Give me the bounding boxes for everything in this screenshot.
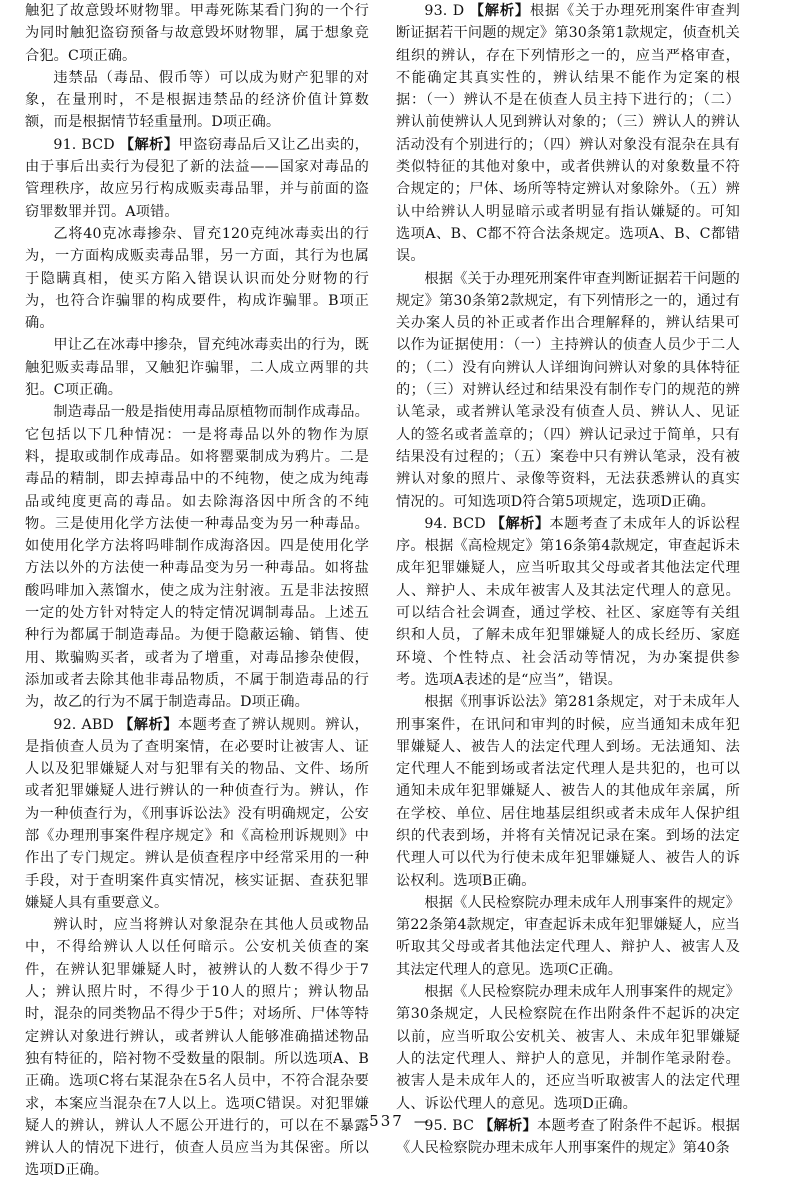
paragraph: 根据《刑事诉讼法》第281条规定，对于未成年人刑事案件，在讯问和审判的时候，应当通知未成年犯罪嫌疑人、被告人的法定代理人到场。无法通知、法定代理人不能到场或者法定代理人是共犯的，也可以通知未成年犯罪嫌疑人、被告人的其他成年亲属，所在学校、单位、居住地基层组织或者未成年人保护组织的代表到场，并将有关情况记录在案。到场的法定代理人可以代为行使未成年犯罪嫌疑人、被告人的诉讼权利。选项B正确。 — [396, 694, 740, 889]
answer-95: 95. BC 【解析】本题考查了附条件不起诉。根据《人民检察院办理未成年人刑事案件的规定》第40条 — [396, 1117, 740, 1157]
paragraph: 根据《人民检察院办理未成年人刑事案件的规定》第30条规定，人民检察院在作出附条件不起诉的决定以前，应当听取公安机关、被害人、未成年犯罪嫌疑人的法定代理人、辩护人的意见，并制作笔录附卷。被害人是未成年人的，还应当听取被害人的法定代理人、诉讼代理人的意见。选项D正确。 — [396, 984, 740, 1112]
answer-91: 91. BCD 【解析】甲盗窃毒品后又让乙出卖的，由于事后出卖行为侵犯了新的法益——国家对毒品的管理秩序，故应另行构成贩卖毒品罪，并与前面的盗窃罪数罪并罚。A项错。 — [25, 136, 369, 220]
paragraph: 乙将40克冰毒掺杂、冒充120克纯冰毒卖出的行为，一方面构成贩卖毒品罪，另一方面，其行为也属于隐瞒真相，使买方陷入错误认识而处分财物的行为，也符合诈骗罪的构成要件，构成诈骗罪。B项正确。 — [25, 225, 369, 332]
paragraph: 触犯了故意毁坏财物罪。甲毒死陈某看门狗的一个行为同时触犯盗窃预备与故意毁坏财物罪，属于想象竞合犯。C项正确。 — [25, 3, 369, 64]
answer-92: 92. ABD 【解析】本题考查了辨认规则。辨认，是指侦查人员为了查明案情，在必要时让被害人、证人以及犯罪嫌疑人对与犯罪有关的物品、文件、场所或者犯罪嫌疑人进行辨认的一种侦查行为。辨认，作为一种侦查行为，《刑事诉讼法》没有明确规定，公安部《办理刑事案件程序规定》和《高检刑诉规则》中作出了专门规定。辨认是侦查程序中经常采用的一种手段，对于查明案件真实情况，核实证据、查获犯罪嫌疑人具有重要意义。 — [25, 716, 370, 911]
paragraph: 违禁品（毒品、假币等）可以成为财产犯罪的对象，在量刑时，不是根据违禁品的经济价值计算数额，而是根据情节轻重量刑。D项正确。 — [25, 69, 369, 131]
paragraph: 根据《关于办理死刑案件审查判断证据若干问题的规定》第30条第2款规定，有下列情形之一的，通过有关办案人员的补正或者作出合理解释的，辨认结果可以作为证据使用：（一）主持辨认的侦查人员少于二人的；（二）没有向辨认人详细询问辨认对象的具体特征的；（三）对辨认经过和结果没有制作专门的规范的辨认笔录，或者辨认笔录没有侦查人员、辨认人、见证人的签名或者盖章的；（四）辨认记录过于简单，只有结果没有过程的；（五）案卷中只有辨认笔录，没有被辨认对象的照片、录像等资料，无法获悉辨认的真实情况的。可知选项D符合第5项规定，选项D正确。 — [396, 270, 740, 510]
left-column — [25, 0, 369, 1182]
answer-93: 93. D 【解析】根据《关于办理死刑案件审查判断证据若干问题的规定》第30条第1款规定，侦查机关组织的辨认，存在下列情形之一的，应当严格审查，不能确定其真实性的，辨认结果不能作为定案的根据：（一）辨认不是在侦查人员主持下进行的；（二）辨认前使辨认人见到辨认对象的；（三）辨认人的辨认活动没有个别进行的；（四）辨认对象没有混杂在具有类似特征的其他对象中，或者供辨认的对象数量不符合规定的；尸体、场所等特定辨认对象除外。（五）辨认中给辨认人明显暗示或者明显有指认嫌疑的。可知选项A、B、C都不符合法条规定。选项A、B、C都错误。 — [396, 3, 740, 265]
paragraph: 甲让乙在冰毒中掺杂，冒充纯冰毒卖出的行为，既触犯贩卖毒品罪，又触犯诈骗罪，二人成立两罪的共犯。C项正确。 — [25, 337, 369, 399]
right-column — [396, 0, 740, 1159]
footer-dash: — — [413, 1112, 431, 1130]
paragraph: 根据《人民检察院办理未成年人刑事案件的规定》第22条第4款规定，审查起诉未成年犯罪嫌疑人，应当听取其父母或者其他法定代理人、辩护人、被害人及其法定代理人的意见。选项C正确。 — [396, 894, 740, 978]
answer-94: 94. BCD 【解析】本题考查了未成年人的诉讼程序。根据《高检规定》第16条第4款规定，审查起诉未成年犯罪嫌疑人，应当听取其父母或者其他法定代理人、辩护人、未成年被害人及其法定代理人的意见。可以结合社会调查，通过学校、社区、家庭等有关组织和人员，了解未成年犯罪嫌疑人的成长经历、家庭环境、个性特点、社会活动等情况，为办案提供参考。选项A表述的是“应当”，错误。 — [396, 515, 740, 688]
paragraph: 辨认时，应当将辨认对象混杂在其他人员或物品中，不得给辨认人以任何暗示。公安机关侦查的案件，在辨认犯罪嫌疑人时，被辨认的人数不得少于7人；辨认照片时，不得少于10人的照片；辨认物品时，混杂的同类物品不得少于5件；对场所、尸体等特定辨认对象进行辨认，或者辨认人能够准确描述物品独有特征的，陪衬物不受数量的限制。所以选项A、B正确。选项C将右某混杂在5名人员中，不符合混杂要求，本案应当混杂在7人以上。选项C错误。对犯罪嫌疑人的辨认，辨认人不愿公开进行的，可以在不暴露辨认人的情况下进行，侦查人员应当为其保密。所以选项D正确。 — [25, 917, 369, 1179]
paragraph: 制造毒品一般是指使用毒品原植物而制作成毒品。它包括以下几种情况：一是将毒品以外的物作为原料，提取或制作成毒品。如将罂粟制成为鸦片。二是毒品的精制，即去掉毒品中的不纯物，使之成为纯毒品或纯度更高的毒品。如去除海洛因中所含的不纯物。三是使用化学方法使一种毒品变为另一种毒品。如使用化学方法将吗啡制作成海洛因。四是使用化学方法以外的方法使一种毒品变为另一种毒品。如将盐酸吗啡加入蒸馏水，使之成为注射液。五是非法按照一定的处方针对特定人的特定情况调制毒品。上述五种行为都属于制造毒品。为便于隐蔽运输、销售、使用、欺骗购买者，或者为了增重，对毒品掺杂使假，添加或者去除其他非毒品物质，不属于制造毒品的行为，故乙的行为不属于制造毒品。D项正确。 — [25, 404, 369, 711]
page-footer — [0, 1112, 800, 1130]
page-number: 537 — [369, 1112, 404, 1130]
